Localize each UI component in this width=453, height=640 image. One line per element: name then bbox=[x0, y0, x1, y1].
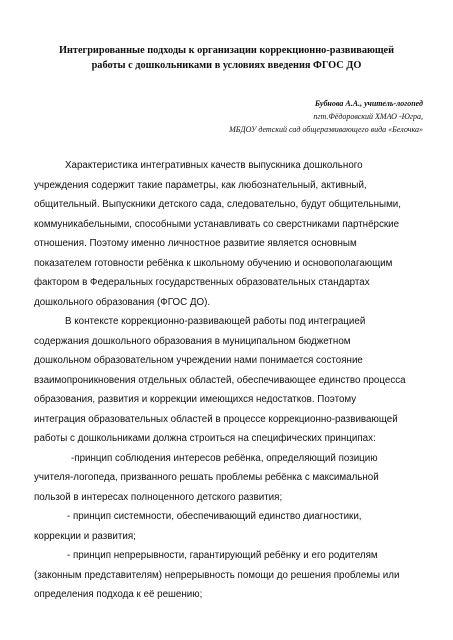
author-location: пгт.Фёдоровский ХМАО -Югра, bbox=[313, 112, 423, 121]
body-line: дошкольном образовательном учреждении нами понимается состояние bbox=[34, 355, 363, 366]
body-line: дошкольного образования (ФГОС ДО). bbox=[34, 296, 211, 308]
title-line-2: работы с дошкольниками в условиях введения ФГОС ДО bbox=[91, 60, 362, 71]
body-line: работы с дошкольниками должна строиться на специфических принципах: bbox=[34, 433, 376, 444]
body-line: коммуникабельными, способными устанавливать со сверстниками партнёрские bbox=[34, 218, 400, 230]
body-line: отношения. Поэтому именно личностное развитие является основным bbox=[34, 238, 357, 249]
author-institution: МБДОУ детский сад общеразвивающего вида «Белочка» bbox=[229, 125, 423, 134]
body-line: учреждения содержит такие параметры, как любознательный, активный, bbox=[34, 179, 367, 191]
author-name: Бубнова А.А., учитель-логопед bbox=[314, 99, 423, 108]
body-line: образования, развития и коррекции имеющихся недостатков. Поэтому bbox=[34, 394, 357, 405]
body-line: определения подхода к её решению; bbox=[34, 589, 203, 600]
body-line: коррекции и развития; bbox=[34, 530, 136, 542]
body-line: показателем готовности ребёнка к школьному обучению и основополагающим bbox=[34, 257, 393, 269]
body-line: - принцип системности, обеспечивающий единство диагностики, bbox=[67, 511, 362, 522]
body-line: В контексте коррекционно-развивающей работы под интеграцией bbox=[65, 316, 366, 327]
body-line: фактором в Федеральных государственных образовательных стандартах bbox=[34, 277, 370, 288]
body-line: содержания дошкольного образования в муниципальном бюджетном bbox=[34, 335, 351, 347]
body-line: (законным представителям) непрерывность помощи до решения проблемы или bbox=[34, 569, 400, 581]
body-line: Характеристика интегративных качеств выпускника дошкольного bbox=[65, 160, 363, 171]
body-text bbox=[34, 156, 434, 605]
body-line: общительный. Выпускники детского сада, следовательно, будут общительными, bbox=[34, 199, 401, 210]
document-title bbox=[30, 43, 423, 73]
body-line: взаимопроникновения отдельных областей, обеспечивающее единство процесса bbox=[34, 374, 406, 386]
body-line: учителя-логопеда, призванного решать проблемы ребёнка с максимальной bbox=[34, 472, 379, 483]
body-line: - принцип непрерывности, гарантирующий ребёнку и его родителям bbox=[67, 550, 378, 561]
title-line-1: Интегрированные подходы к организации коррекционно-развивающей bbox=[58, 45, 395, 56]
author-block bbox=[229, 97, 423, 136]
body-line: пользой в интересах полноценного детского развития; bbox=[34, 491, 283, 503]
body-line: интеграция образовательных областей в процессе коррекционно-развивающей bbox=[34, 413, 398, 425]
body-line: -принцип соблюдения интересов ребёнка, определяющий позицию bbox=[71, 452, 378, 464]
